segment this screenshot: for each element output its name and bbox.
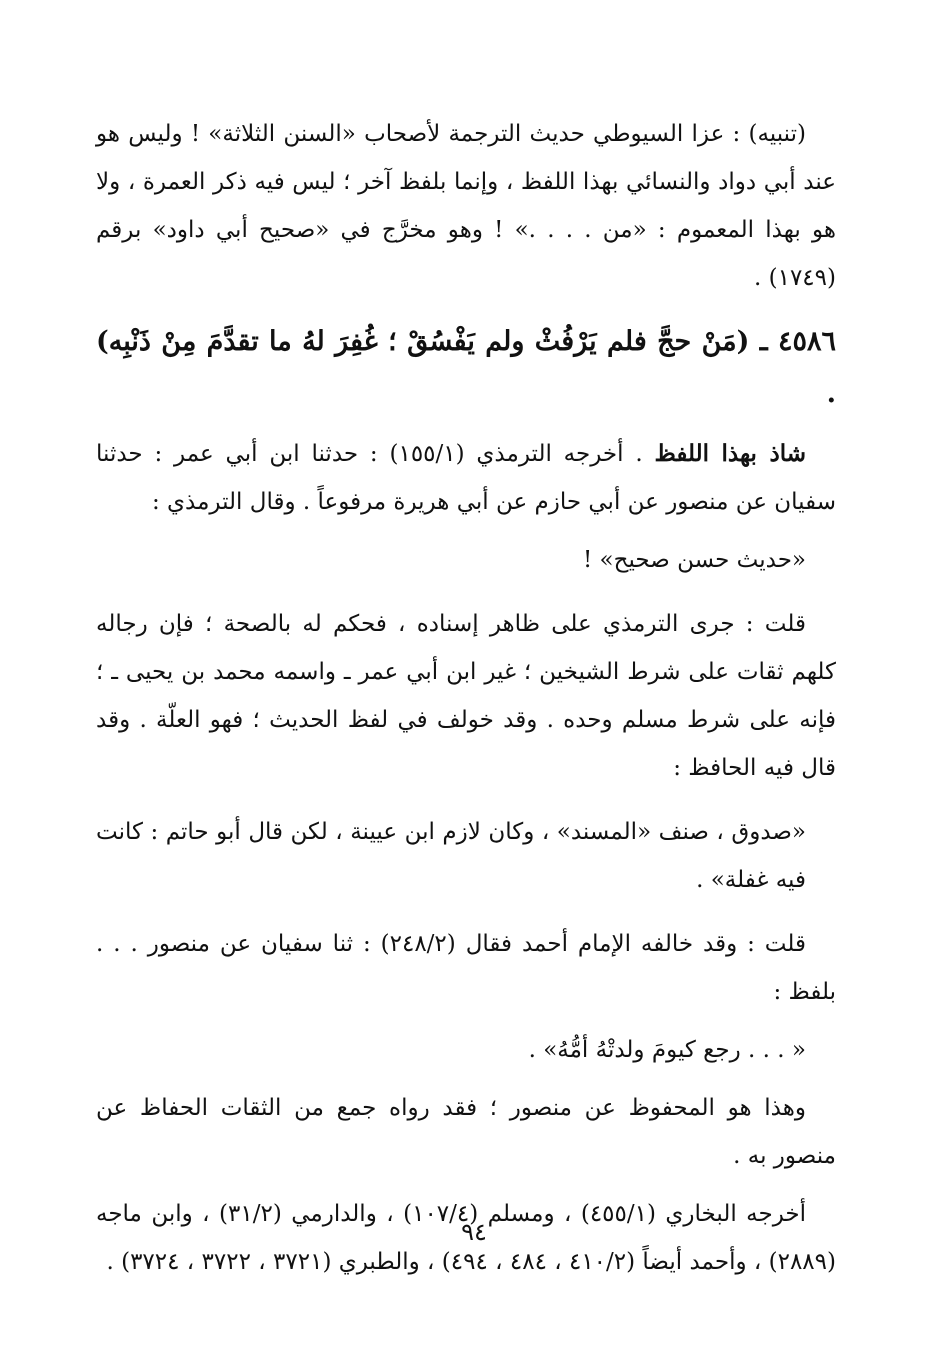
hafiz-quote: «صدوق ، صنف «المسند» ، وكان لازم ابن عيينة ، لكن قال أبو حاتم : كانت فيه غفلة» . bbox=[96, 819, 806, 893]
tanbih-paragraph: (تنبيه) : عزا السيوطي حديث الترجمة لأصحاب «السنن الثلاثة» ! وليس هو عند أبي دواد والنسائي بهذا اللفظ ، وإنما بلفظ آخر ؛ ليس فيه ذكر العمرة ، ولا هو بهذا المعموم : «من . . . .» ! وهو مخرَّج في «صحيح أبي داود» برقم (١٧٤٩) . bbox=[96, 121, 836, 291]
tirmidhi-quote: «حديث حسن صحيح» ! bbox=[582, 547, 806, 573]
ahmad-quote: « . . . رجع كيومَ ولدتْهُ أمُّهُ» . bbox=[528, 1037, 806, 1063]
mahfuz-paragraph: وهذا هو المحفوظ عن منصور ؛ فقد رواه جمع من الثقات الحفاظ عن منصور به . bbox=[96, 1095, 836, 1169]
qultu-paragraph-2: قلت : وقد خالفه الإمام أحمد فقال (٢٤٨/٢) : ثنا سفيان عن منصور . . . بلفظ : bbox=[96, 931, 836, 1005]
hadith-heading: ٤٥٨٦ ـ (مَنْ حجَّ فلم يَرْفُثْ ولم يَفْسُقْ ؛ غُفِرَ لهُ ما تقدَّمَ مِنْ ذَنْبِه) . bbox=[96, 326, 836, 409]
takhrij-paragraph: أخرجه البخاري (٤٥٥/١) ، ومسلم (١٠٧/٤) ، والدارمي (٣١/٢) ، وابن ماجه (٢٨٨٩) ، وأحمد أيضاً (٤١٠/٢ ، ٤٨٤ ، ٤٩٤) ، والطبري (٣٧٢١ ، ٣٧٢٢ ، ٣٧٢٤) . bbox=[96, 1201, 836, 1275]
page-number: ٩٤ bbox=[461, 1218, 487, 1246]
page-body bbox=[96, 110, 836, 1286]
qultu-paragraph-1: قلت : جرى الترمذي على ظاهر إسناده ، فحكم له بالصحة ؛ فإن رجاله كلهم ثقات على شرط الشيخين ؛ غير ابن أبي عمر ـ واسمه محمد بن يحيى ـ ؛ فإنه على شرط مسلم وحده . وقد خولف في لفظ الحديث ؛ فهو العلّة . وقد قال فيه الحافظ : bbox=[96, 611, 836, 781]
grade-label: شاذ بهذا اللفظ bbox=[654, 440, 806, 467]
grade-text: . أخرجه الترمذي (١٥٥/١) : حدثنا ابن أبي عمر : حدثنا سفيان عن منصور عن أبي حازم عن أبي هريرة مرفوعاً . وقال الترمذي : bbox=[96, 441, 836, 515]
grade-paragraph bbox=[96, 430, 836, 526]
